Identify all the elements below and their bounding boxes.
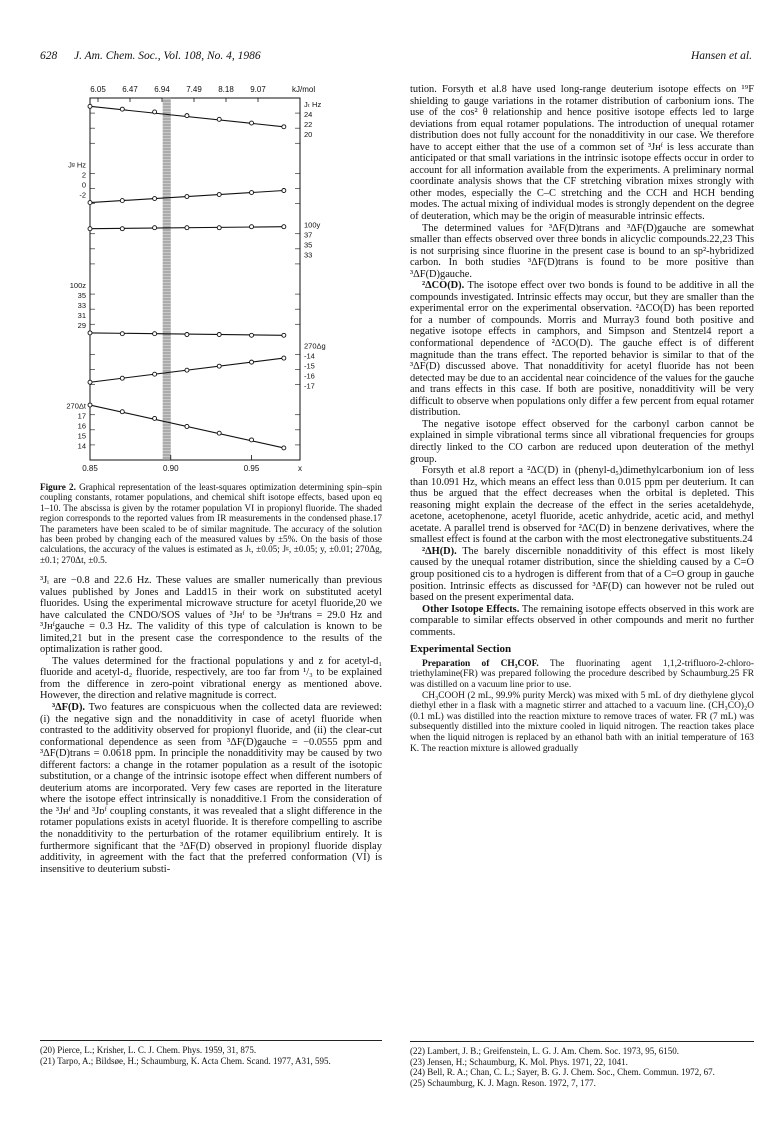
data-point [282, 189, 286, 193]
shaded-ir-region [163, 98, 171, 460]
data-point [217, 364, 221, 368]
data-point [217, 431, 221, 435]
data-point [282, 446, 286, 450]
data-point [185, 424, 189, 428]
y-tick-label: 14 [77, 441, 86, 451]
footnotes-right [410, 1046, 754, 1088]
paragraph: CH₃COOH (2 mL, 99.9% purity Merck) was mixed with 5 mL of dry diethylene glycol diethyl ether in a flask with a magnetic stirrer and attached to a vacuum line. (CH₃CO)₂O (0.1 mL) was distilled into the reaction mixture to remove traces of water. FR (7 mL) was subsequently distilled into the mixture cooled in liquid nitrogen. The reaction takes place when the liquid nitrogen is replaced by an ethanol bath with an initial temperature of 163 K. The reaction mixture is allowed gradually [410, 690, 754, 754]
panel-axis-label: Jᵍ Hz [68, 160, 86, 170]
figure-2-chart [60, 80, 360, 480]
paragraph-heading: Other Isotope Effects. [422, 603, 520, 615]
paragraph: The negative isotope effect observed for the carbonyl carbon cannot be explained in simple vibrational terms since all vibrational frequencies for groups directly linked to the CO carbon are reduced upon deuteration of the methyl group. [410, 418, 754, 465]
data-point [120, 199, 124, 203]
y-tick-label: -15 [304, 361, 315, 371]
data-point [185, 195, 189, 199]
data-point [88, 227, 92, 231]
figure-label: Figure 2. [40, 482, 76, 492]
figure-caption [40, 482, 382, 565]
plot-frame [90, 98, 300, 460]
footnote: (24) Bell, R. A.; Chan, C. L.; Sayer, B. G. J. Chem. Soc., Chem. Commun. 1972, 67. [410, 1067, 715, 1077]
paragraph [410, 659, 754, 691]
paragraph-heading: ²ΔH(D). [422, 545, 457, 557]
right-column [410, 84, 754, 754]
data-point [88, 380, 92, 384]
data-point [250, 360, 254, 364]
data-point [250, 121, 254, 125]
footnote: (23) Jensen, H.; Schaumburg, K. Mol. Phys. 1971, 22, 1041. [410, 1056, 628, 1067]
y-tick-label: 24 [304, 110, 313, 119]
paragraph-heading: Preparation of CH₃COF. [422, 658, 539, 669]
data-point [153, 416, 157, 420]
paragraph-text: Two features are conspicuous when the collected data are reviewed: (i) the negative sign and the nonadditivity in case of acetyl fluoride when contrasted to the additivity observed for propionyl fluoride, and (ii) the clear-cut conformational dependence as seen from ³ΔF(D)gauche = −0.0555 ppm and ³ΔF(D)trans = 0.0618 ppm. In principle the nonadditivity may be caused by two different factors: a change in the rotamer population as a result of the isotopic substitution, or a change of the intrinsic isotope effect when different numbers of deuterium atoms are incorporated. Very few cases are reported in the literature where the isotope effect intrinsically is nonadditive.1 From the consideration of the ³Jʜᶠ and ³Jᴅᶠ coupling constants, it was revealed that a slight difference in the rotamer populations exists in acetyl fluoride. It is therefore compelling to ascribe the nonadditivity to the perturbation of the rotamer equilibrium entirely. It is furthermore significant that the ³ΔF(D) observed in propionyl fluoride display additivity, in agreement with the fact that the preferred conformation (VI) is insensitive to deuterium substi- [40, 702, 382, 875]
data-point [120, 332, 124, 336]
top-axis-unit: kJ/mol [292, 85, 316, 94]
data-point [88, 403, 92, 407]
panel-axis-label: Jₜ Hz [304, 100, 322, 109]
paragraph-heading: ³ΔF(D). [52, 702, 85, 714]
data-point [217, 117, 221, 121]
y-tick-label: 31 [77, 311, 86, 320]
panel-axis-label: 100z [69, 281, 86, 290]
page-number: 628 [40, 50, 58, 62]
paragraph-text: The fluorinating agent 1,1,2-trifluoro-2-chloro-triethylamine(FR) was prepared following the procedure described by Schaumburg.25 FR was distilled on a vacuum line prior to use. [410, 658, 754, 690]
data-point [88, 201, 92, 205]
panel-axis-label: 270Δg [304, 341, 326, 351]
data-point [217, 193, 221, 197]
paragraph-text: The barely discernible nonadditivity of this effect is most likely caused by the unequal rotamer distribution, since the shielding caused by a C=O group positioned cis to a hydrogen is different from that of a C=O group in gauche position. Intrinsic effects as discussed for ³ΔF(D) can however not be ruled out based on the present experimental data. [410, 545, 754, 604]
y-tick-label: 33 [77, 301, 86, 310]
figure-caption-text: Graphical representation of the least-squares optimization determining spin–spin coupling constants, rotamer populations, and chemical shift isotope effects, based upon eq 1–10. The abscissa is given by the rotamer population VI in propionyl fluoride. The shaded region corresponds to the reported values from IR measurements in the condensed phase.17 The parameters have been scaled to be of similar magnitude. The accuracy of the solution has been probed by changing each of the measured values by ±5%. On the basis of those calculations, the accuracy of the values is estimated as Jₜ, ±0.05; Jᵍ, ±0.05; y, ±0.01; 270Δg, ±0.1; 270Δt, ±0.5. [40, 482, 382, 565]
page-header [40, 50, 752, 68]
footnote-divider [410, 1041, 754, 1042]
y-tick-label: -16 [304, 371, 315, 381]
section-title: Experimental Section [410, 643, 512, 656]
x-tick-label: 0.90 [162, 464, 179, 473]
y-tick-label: 20 [304, 130, 313, 139]
data-point [250, 333, 254, 337]
y-tick-label: 35 [77, 291, 86, 300]
data-point [153, 226, 157, 230]
x-axis-label: x [298, 464, 302, 473]
data-point [217, 226, 221, 230]
footnote: (25) Schaumburg, K. J. Magn. Reson. 1972, 7, 177. [410, 1077, 596, 1088]
paragraph: ³Jᵢ are −0.8 and 22.6 Hz. These values are smaller numerically than previous values published by Jones and Ladd15 in their work on substituted acetyl fluorides. Using the experimental microwave structure for acetyl fluoride,20 we have calculated the CNDO/SOS values of ³Jʜᶠ to be ³Jʜᶠtrans = 29.0 Hz and ³Jʜᶠgauche = 0.3 Hz. The validity of this type of calculation is known to be limited,21 but in the present case the correspondence to the results of the optimalization is rather good. [40, 575, 382, 656]
paragraph: tution. Forsyth et al.8 have used long-range deuterium isotope effects on ¹⁹F shielding to gauge variations in the rotamer distribution of carbonium ions. The use of the cos² θ relationship and hence positive isotope effects led to large deviations from equal rotamer populations. The introduction of unequal rotamer distribution does not fully account for the nonadditivity in our case. We therefore have to accept either that the use of a common set of ³Jʜᶠ is less accurate than anticipated or that small variations in the intrinsic isotope effects occur in order to account for all information available from the experiments. A preliminary normal coordinate analysis shows that the CF stretching vibration mixes strongly with other modes, especially the C–C stretching and the CCH and HCH bending modes. The actual mixing of individual modes is strongly dependent on the degree of deuteration, which may be the origin of measurable intrinsic effects. [410, 84, 754, 223]
data-point [282, 356, 286, 360]
footnotes-left [40, 1045, 382, 1066]
y-tick-label: 17 [77, 411, 86, 421]
paragraph [410, 604, 754, 639]
paragraph: The values determined for the fractional populations y and z for acetyl-d₁ fluoride and acetyl-d₂ fluoride, respectively, are too far from ¹/₃ to be explained from the difference in zero-point vibrational energy as mentioned above. However, the direction and relative magnitude is correct. [40, 655, 382, 702]
data-point [282, 333, 286, 337]
data-point [153, 332, 157, 336]
paragraph-text: The isotope effect over two bonds is found to be additive in all the compounds investigated. Intrinsic effects may occur, but they are smaller than the experimental error on the experimental observation. ²ΔCO(D) has been reported for a number of compounds. Morris and Murray3 found both positive and negative isotope effects in camphors, and Simpson and Stentzel4 report a conformational dependence of ²ΔCO(D). The gauche effect is of different magnitude than the trans effect. The reported behavior is similar to that of the ³ΔF(D) discussed above. That nonadditivity for acetyl fluoride has not been detected may be due to an accidental near coincidence of the values for the gauche and trans effects in this case. If both are positive, nonadditivity will be very difficult to observe when populations only differ a few percent from equal rotamer distribution. [410, 280, 754, 419]
data-point [185, 114, 189, 118]
footnote: (22) Lambert, J. B.; Greifenstein, L. G. J. Am. Chem. Soc. 1973, 95, 6150. [410, 1046, 679, 1056]
top-axis-label: 9.07 [250, 85, 266, 94]
data-point [185, 226, 189, 230]
data-point [120, 227, 124, 231]
data-point [250, 225, 254, 229]
left-column [40, 575, 382, 875]
x-tick-label: 0.85 [82, 464, 98, 473]
data-point [250, 438, 254, 442]
data-point [250, 191, 254, 195]
panel-axis-label: 100y [304, 220, 321, 230]
journal-citation: J. Am. Chem. Soc., Vol. 108, No. 4, 1986 [74, 50, 261, 62]
y-tick-label: 0 [81, 180, 86, 190]
data-point [217, 333, 221, 337]
paragraph-text: The remaining isotope effects observed in this work are comparable to similar effects observed in other compounds and merit no further comments. [410, 603, 754, 638]
top-axis-label: 7.49 [186, 85, 202, 94]
y-tick-label: -2 [79, 190, 86, 200]
y-tick-label: 33 [304, 250, 313, 260]
panel-axis-label: 270Δt [66, 401, 86, 411]
data-point [120, 376, 124, 380]
data-point [120, 107, 124, 111]
footnote-divider [40, 1040, 382, 1041]
data-point [88, 331, 92, 335]
y-tick-label: 35 [304, 240, 313, 250]
footnote: (21) Tarpo, A.; Bildsøe, H.; Schaumburg, K. Acta Chem. Scand. 1977, A31, 595. [40, 1055, 331, 1066]
y-tick-label: -14 [304, 351, 315, 361]
footnote: (20) Pierce, L.; Krisher, L. C. J. Chem. Phys. 1959, 31, 875. [40, 1045, 257, 1055]
y-tick-label: -17 [304, 381, 315, 391]
top-axis-label: 6.94 [154, 85, 170, 94]
paragraph: Forsyth et al.8 report a ²ΔC(D) in (phenyl-d₅)dimethylcarbonium ion of less than 10.091 Hz, which means an effect less than 0.015 ppm per deuterium. It can thus be argued that the effect decreases when the orbital is depleted. This reasoning might explain the decrease of the effect in the series acetaldehyde, acetone, acetophenone, acetyl fluoride, acetic anhydride, acetic acid, and methyl acetate. A parallel trend is observed for ²ΔC(D) in benzene derivatives, where the smallest effect is found at the carbon with the most electronegative substituents.24 [410, 465, 754, 546]
paragraph [410, 546, 754, 604]
paragraph [410, 280, 754, 419]
y-tick-label: 29 [77, 321, 86, 330]
top-axis-label: 6.47 [122, 85, 138, 94]
y-tick-label: 37 [304, 230, 313, 240]
data-point [282, 125, 286, 129]
data-point [120, 410, 124, 414]
top-axis-label: 8.18 [218, 85, 234, 94]
data-point [185, 333, 189, 337]
y-tick-label: 15 [77, 431, 86, 441]
data-point [185, 368, 189, 372]
y-tick-label: 2 [81, 170, 86, 180]
data-point [153, 110, 157, 114]
y-tick-label: 22 [304, 120, 313, 129]
data-point [88, 104, 92, 108]
paragraph: The determined values for ³ΔF(D)trans and ³ΔF(D)gauche are somewhat smaller than effects observed over three bonds in alicyclic compounds.22,23 This is not surprising since fluorine in the present case is bound to an sp²-hybridized carbon. In both studies ³ΔF(D)trans is found to be more positive than ³ΔF(D)gauche. [410, 222, 754, 280]
paragraph-heading: ²ΔCO(D). [422, 280, 465, 292]
data-point [153, 197, 157, 201]
data-point [153, 372, 157, 376]
paragraph [40, 702, 382, 875]
running-authors: Hansen et al. [690, 50, 752, 62]
y-tick-label: 16 [77, 421, 86, 431]
top-axis-label: 6.05 [90, 85, 106, 94]
data-point [282, 225, 286, 229]
x-tick-label: 0.95 [243, 464, 260, 473]
